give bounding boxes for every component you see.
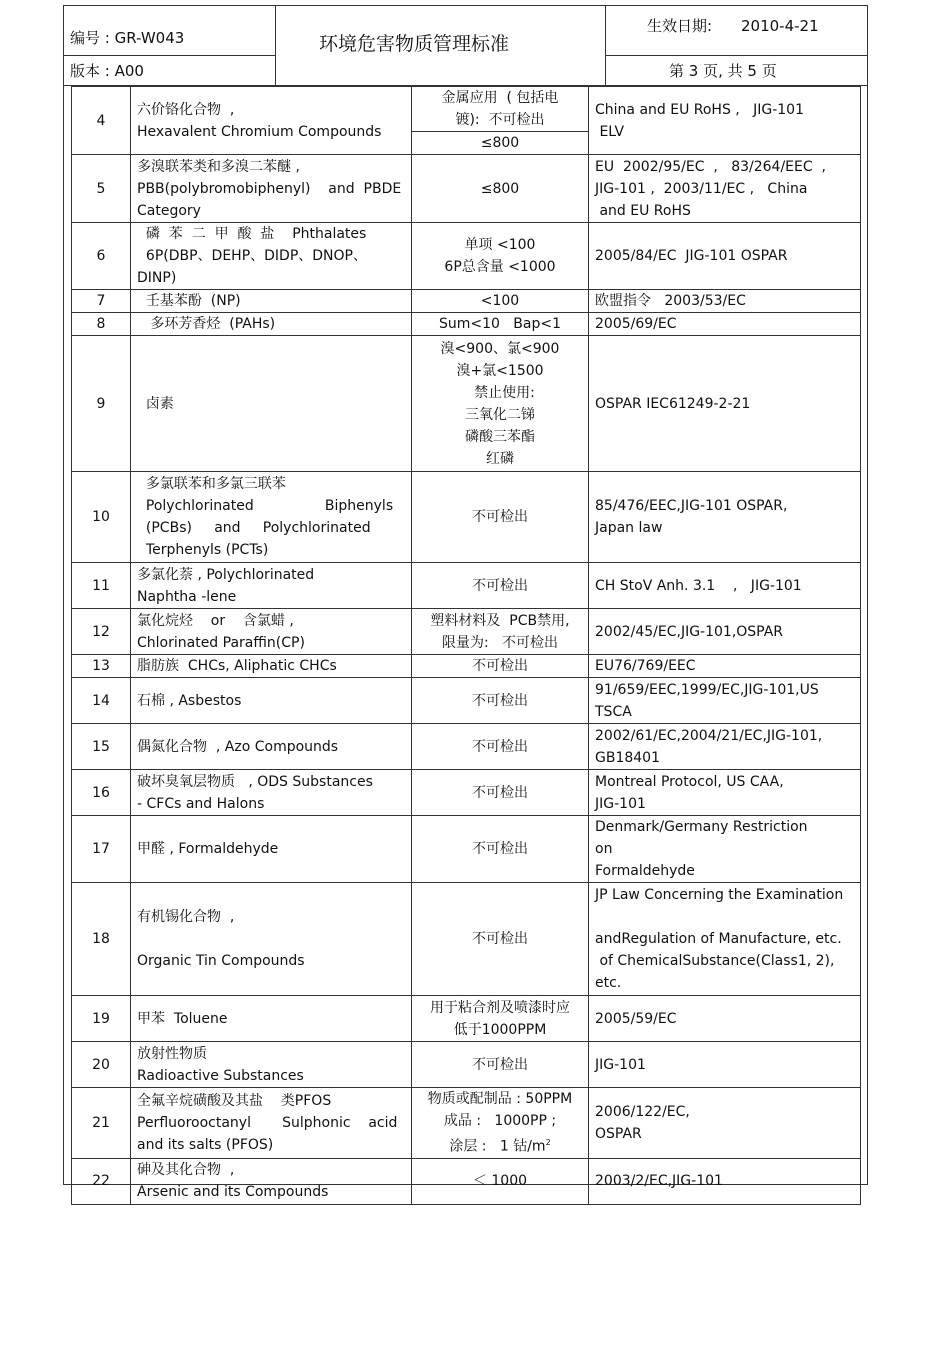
cell-line: <100 — [480, 293, 520, 309]
row-number: 13 — [72, 655, 131, 678]
table-row — [72, 1088, 861, 1159]
regulation — [589, 336, 861, 472]
cell-line: ELV — [595, 123, 625, 140]
cell-line: 不可检出 — [472, 931, 528, 947]
substance-name — [131, 87, 412, 155]
table-row — [72, 313, 861, 336]
row-number: 4 — [72, 87, 131, 155]
substance-name — [131, 816, 412, 883]
cell-line: Perfluorooctanyl Sulphonic acid — [137, 1114, 398, 1131]
limit-value — [412, 883, 589, 996]
row-number: 12 — [72, 609, 131, 655]
cell-line: 六价铬化合物 , — [137, 101, 235, 118]
cell-line: 偶氮化合物 , Azo Compounds — [137, 738, 339, 755]
limit-value — [412, 1088, 589, 1159]
cell-line: ≤800 — [480, 180, 520, 197]
cell-line: 金属应用 ( 包括电 — [441, 90, 559, 106]
row-number: 14 — [72, 678, 131, 724]
substance-name — [131, 290, 412, 313]
substance-name — [131, 883, 412, 996]
row-number: 20 — [72, 1042, 131, 1088]
cell-line: Chlorinated Paraffin(CP) — [137, 634, 305, 651]
empty-cell — [72, 1204, 861, 1213]
limit-value — [412, 996, 589, 1042]
cell-line: 磷 苯 二 甲 酸 盐 Phthalates — [137, 226, 367, 242]
cell-line: 不可检出 — [472, 784, 528, 801]
header-divider — [605, 55, 868, 56]
cell-line: 单项 <100 — [464, 237, 536, 253]
regulation — [589, 724, 861, 770]
cell-line: Montreal Protocol, US CAA, — [595, 773, 784, 790]
cell-line: Radioactive Substances — [137, 1067, 304, 1084]
limit-value — [412, 816, 589, 883]
row-number: 7 — [72, 290, 131, 313]
regulation — [589, 996, 861, 1042]
table-row — [72, 336, 861, 472]
cell-line: ＜ 1000 — [472, 1173, 528, 1190]
row-number: 6 — [72, 223, 131, 290]
table-row — [72, 678, 861, 724]
limit-value — [412, 678, 589, 724]
cell-line: 脂肪族 CHCs, Aliphatic CHCs — [137, 658, 337, 674]
substance-table-body — [72, 87, 861, 1213]
table-row — [72, 770, 861, 816]
table-row — [72, 223, 861, 290]
header-divider — [605, 5, 606, 86]
limit-value — [412, 132, 589, 155]
limit-value — [412, 1158, 589, 1204]
substance-name — [131, 678, 412, 724]
substance-name — [131, 1088, 412, 1159]
row-number: 9 — [72, 336, 131, 472]
cell-line: China and EU RoHS , JIG-101 — [595, 101, 804, 118]
limit-value — [412, 290, 589, 313]
cell-line: CH StoV Anh. 3.1 , JIG-101 — [595, 577, 802, 594]
table-row — [72, 655, 861, 678]
table-row — [72, 816, 861, 883]
cell-line: EU 2002/95/EC , 83/264/EEC , — [595, 158, 826, 175]
cell-line: OSPAR — [595, 1125, 642, 1142]
cell-line: 2002/61/EC,2004/21/EC,JIG-101, — [595, 727, 823, 744]
header-divider — [63, 55, 275, 56]
cell-line: Formaldehyde — [595, 863, 695, 879]
cell-line: 禁止使用: — [465, 384, 535, 401]
regulation — [589, 313, 861, 336]
regulation — [589, 770, 861, 816]
regulation — [589, 609, 861, 655]
cell-line: 2006/122/EC, — [595, 1103, 690, 1120]
header-divider — [275, 5, 276, 86]
table-row — [72, 1158, 861, 1204]
row-number: 15 — [72, 724, 131, 770]
limit-value — [412, 770, 589, 816]
cell-line: 物质或配制品 : 50PPM — [427, 1091, 573, 1107]
cell-line: 放射性物质 — [137, 1045, 207, 1062]
limit-value — [412, 223, 589, 290]
cell-line: JIG-101 — [595, 795, 646, 812]
cell-line: andRegulation of Manufacture, etc. — [595, 931, 842, 947]
effective-date-label: 生效日期: — [647, 17, 713, 35]
cell-line: Hexavalent Chromium Compounds — [137, 123, 382, 140]
cell-line: 限量为: 不可检出 — [441, 634, 559, 651]
substance-name — [131, 223, 412, 290]
regulation — [589, 655, 861, 678]
cell-line: GB18401 — [595, 749, 660, 766]
cell-line: TSCA — [595, 703, 632, 720]
cell-line: 不可检出 — [472, 658, 528, 674]
cell-line: 壬基苯酚 (NP) — [137, 293, 241, 309]
limit-value — [412, 313, 589, 336]
cell-line: 破坏臭氧层物质 , ODS Substances — [137, 773, 373, 790]
cell-line: Category — [137, 202, 201, 219]
cell-line: 6P(DBP、DEHP、DIDP、DNOP、DINP) — [137, 248, 367, 286]
cell-line: 砷及其化合物 , — [137, 1162, 235, 1179]
cell-line: 溴<900、氯<900 — [440, 340, 560, 357]
limit-value — [412, 563, 589, 609]
regulation — [589, 816, 861, 883]
cell-line: 甲醛 , Formaldehyde — [137, 841, 279, 857]
cell-line: 2005/59/EC — [595, 1010, 677, 1027]
substance-name — [131, 655, 412, 678]
cell-line: 磷酸三苯酯 — [465, 428, 535, 445]
cell-line: JP Law Concerning the Examination — [595, 887, 844, 903]
table-row — [72, 1042, 861, 1088]
limit-value — [412, 1042, 589, 1088]
cell-line: ≤800 — [480, 135, 520, 151]
cell-line: 2002/45/EC,JIG-101,OSPAR — [595, 623, 784, 640]
cell-line: Denmark/Germany Restriction on — [595, 819, 839, 857]
regulation — [589, 1158, 861, 1204]
row-number: 11 — [72, 563, 131, 609]
cell-line: 甲苯 Toluene — [137, 1010, 228, 1027]
row-number: 21 — [72, 1088, 131, 1159]
cell-line: OSPAR IEC61249-2-21 — [595, 395, 751, 412]
table-row — [72, 472, 861, 563]
table-row — [72, 883, 861, 996]
cell-line: 2003/2/EC,JIG-101 — [595, 1173, 723, 1190]
row-number: 16 — [72, 770, 131, 816]
cell-line: 卤素 — [137, 395, 174, 412]
cell-line: 不可检出 — [472, 692, 528, 709]
cell-line: 欧盟指令 2003/53/EC — [595, 293, 746, 309]
table-row — [72, 563, 861, 609]
cell-line: 不可检出 — [472, 841, 528, 857]
limit-value — [412, 472, 589, 563]
regulation — [589, 290, 861, 313]
superscript: 2 — [545, 1138, 551, 1147]
table-row — [72, 87, 861, 132]
row-number: 17 — [72, 816, 131, 883]
doc-version: 版本 : A00 — [70, 62, 144, 80]
cell-line: 不可检出 — [472, 509, 528, 525]
effective-date: 2010-4-21 — [741, 17, 819, 35]
limit-value — [412, 155, 589, 223]
row-number: 8 — [72, 313, 131, 336]
table-row-empty — [72, 1204, 861, 1213]
row-number: 19 — [72, 996, 131, 1042]
cell-line: 溴+氯<1500 — [456, 362, 544, 379]
cell-line: Polychlorinated Biphenyls — [137, 498, 394, 514]
cell-line: 多氯化萘 , Polychlorinated — [137, 566, 315, 583]
cell-line — [137, 928, 405, 950]
doc-title: 环境危害物质管理标准 — [319, 33, 510, 55]
regulation — [589, 87, 861, 155]
substance-name — [131, 155, 412, 223]
cell-line: 不可检出 — [472, 577, 528, 594]
row-number: 10 — [72, 472, 131, 563]
cell-line: 用于粘合剂及喷漆时应 — [430, 999, 570, 1016]
cell-line: JIG-101 , 2003/11/EC , China — [595, 180, 808, 197]
substance-name — [131, 1042, 412, 1088]
document-header — [63, 5, 868, 86]
cell-line: 不可检出 — [472, 1056, 528, 1073]
cell-line: Sum<10 Bap<1 — [438, 316, 561, 332]
cell-line: 91/659/EEC,1999/EC,JIG-101,US — [595, 681, 819, 698]
row-number: 5 — [72, 155, 131, 223]
regulation — [589, 155, 861, 223]
cell-line: 成品 : 1000PP ; — [443, 1113, 557, 1129]
doc-number: 编号 : GR-W043 — [70, 29, 185, 47]
limit-value — [412, 609, 589, 655]
table-row — [72, 609, 861, 655]
regulation — [589, 1042, 861, 1088]
cell-line: 多溴联苯类和多溴二苯醚 , — [137, 158, 300, 175]
cell-line: JIG-101 — [595, 1056, 646, 1073]
regulation — [589, 563, 861, 609]
cell-line: 85/476/EEC,JIG-101 OSPAR, — [595, 498, 788, 514]
cell-line: etc. — [595, 975, 622, 991]
cell-line: Organic Tin Compounds — [137, 953, 305, 969]
substance-name — [131, 313, 412, 336]
cell-line: 2005/69/EC — [595, 316, 677, 332]
cell-line: Naphtha -lene — [137, 588, 237, 605]
substance-name — [131, 563, 412, 609]
cell-line: and EU RoHS — [595, 202, 691, 219]
limit-value — [412, 336, 589, 472]
table-row — [72, 996, 861, 1042]
substance-name — [131, 472, 412, 563]
substance-name — [131, 336, 412, 472]
cell-line: and its salts (PFOS) — [137, 1136, 274, 1153]
regulation — [589, 472, 861, 563]
substance-name — [131, 724, 412, 770]
cell-line: 涂层 : 1 钴$/m^2$ — [449, 1138, 551, 1155]
cell-line: 有机锡化合物 , — [137, 909, 235, 925]
cell-line: EU76/769/EEC — [595, 658, 696, 674]
substance-name — [131, 1158, 412, 1204]
cell-line: Terphenyls (PCTs) — [137, 542, 269, 558]
row-number: 22 — [72, 1158, 131, 1204]
cell-line: 6P总含量 <1000 — [444, 259, 556, 275]
cell-line: 不可检出 — [472, 738, 528, 755]
cell-line: Arsenic and its Compounds — [137, 1184, 329, 1201]
regulation — [589, 1088, 861, 1159]
cell-line: 三氧化二锑 — [465, 406, 535, 423]
cell-line: - CFCs and Halons — [137, 795, 265, 812]
cell-line: 氯化烷烃 or 含氯蜡 , — [137, 612, 294, 629]
regulation — [589, 223, 861, 290]
cell-line: Japan law — [595, 520, 663, 536]
row-number: 18 — [72, 883, 131, 996]
cell-line: 塑料材料及 PCB禁用, — [430, 612, 570, 629]
table-row — [72, 724, 861, 770]
cell-line: of ChemicalSubstance(Class1, 2), — [595, 953, 835, 969]
cell-line: 红磷 — [486, 450, 514, 467]
limit-value — [412, 655, 589, 678]
cell-line: PBB(polybromobiphenyl) and PBDE — [137, 180, 402, 197]
substance-table — [71, 86, 861, 1213]
substance-name — [131, 609, 412, 655]
cell-line: 多氯联苯和多氯三联苯 — [137, 476, 286, 492]
cell-line: 低于1000PPM — [453, 1021, 547, 1038]
limit-value — [412, 724, 589, 770]
cell-line: (PCBs) and Polychlorinated — [137, 520, 371, 536]
cell-line: 全氟辛烷磺酸及其盐 类PFOS — [137, 1092, 332, 1109]
regulation — [589, 678, 861, 724]
cell-line: 2005/84/EC JIG-101 OSPAR — [595, 248, 788, 264]
table-row — [72, 290, 861, 313]
page-info: 第 3 页, 共 5 页 — [669, 62, 777, 80]
substance-name — [131, 770, 412, 816]
substance-name — [131, 996, 412, 1042]
cell-line: 石棉 , Asbestos — [137, 692, 242, 709]
cell-line: 多环芳香烃 (PAHs) — [137, 316, 276, 332]
table-row — [72, 155, 861, 223]
regulation — [589, 883, 861, 996]
cell-line: 镀): 不可检出 — [455, 112, 545, 128]
limit-value — [412, 87, 589, 132]
cell-line — [595, 906, 854, 928]
